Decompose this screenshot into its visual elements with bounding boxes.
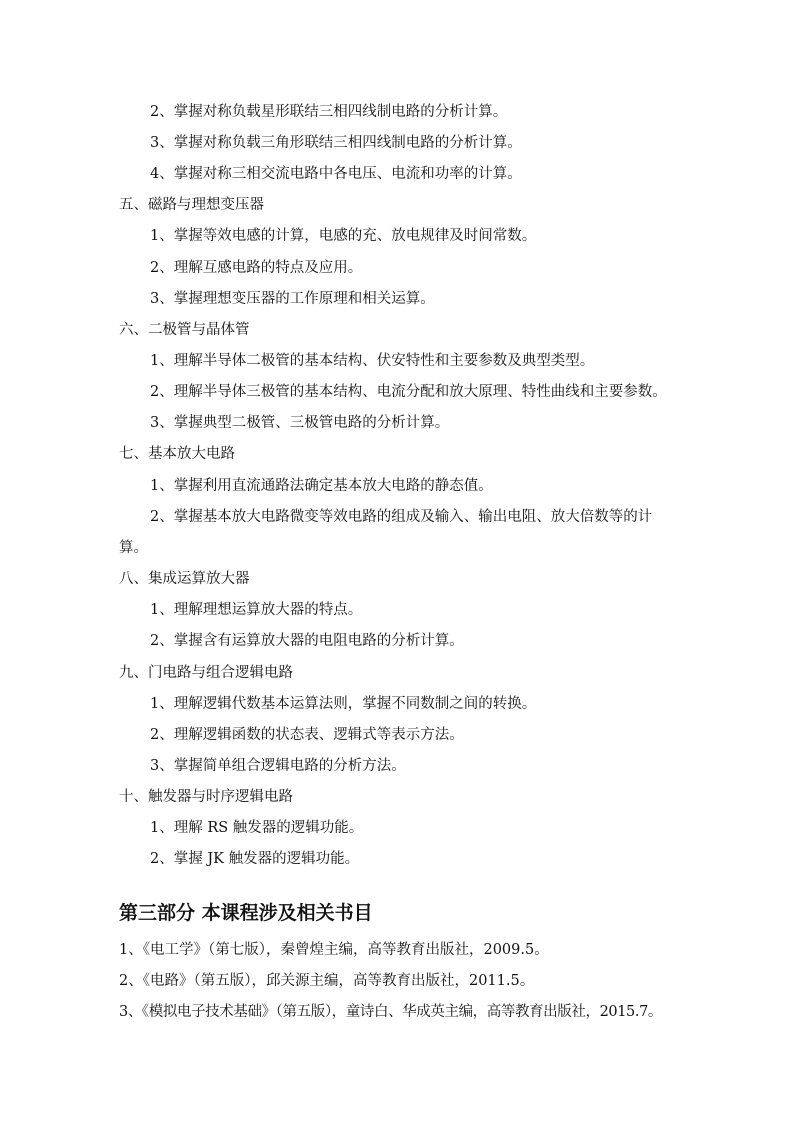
outline-item: 2、掌握基本放大电路微变等效电路的组成及输入、输出电阻、放大倍数等的计 [150, 509, 653, 525]
outline-item: 1、理解 RS 触发器的逻辑功能。 [150, 820, 364, 836]
outline-heading: 七、基本放大电路 [119, 446, 235, 462]
book-reference: 3、《模拟电子技术基础》（第五版），童诗白、华成英主编，高等教育出版社，2015.7。 [119, 1004, 663, 1020]
outline-item: 1、理解理想运算放大器的特点。 [150, 602, 363, 618]
outline-item: 2、理解互感电路的特点及应用。 [150, 260, 363, 276]
book-reference: 1、《电工学》（第七版），秦曾煌主编，高等教育出版社，2009.5。 [119, 942, 549, 958]
outline-item: 1、掌握等效电感的计算，电感的充、放电规律及时间常数。 [150, 228, 537, 244]
outline-item: 2、掌握含有运算放大器的电阻电路的分析计算。 [150, 633, 464, 649]
outline-item: 3、掌握简单组合逻辑电路的分析方法。 [150, 758, 406, 774]
outline-heading: 六、二极管与晶体管 [119, 322, 250, 338]
outline-heading: 十、触发器与时序逻辑电路 [119, 789, 293, 805]
outline-item: 3、掌握理想变压器的工作原理和相关运算。 [150, 291, 435, 307]
outline-item: 3、掌握典型二极管、三极管电路的分析计算。 [150, 415, 450, 431]
outline-item: 1、理解半导体二极管的基本结构、伏安特性和主要参数及典型类型。 [150, 353, 595, 369]
section-title: 第三部分 本课程涉及相关书目 [119, 902, 373, 924]
outline-item: 4、掌握对称三相交流电路中各电压、电流和功率的计算。 [150, 166, 522, 182]
outline-item: 2、理解半导体三极管的基本结构、电流分配和放大原理、特性曲线和主要参数。 [150, 384, 667, 400]
outline-item: 3、掌握对称负载三角形联结三相四线制电路的分析计算。 [150, 135, 522, 151]
outline-item: 1、理解逻辑代数基本运算法则，掌握不同数制之间的转换。 [150, 696, 537, 712]
outline-heading: 八、集成运算放大器 [119, 571, 250, 587]
outline-heading: 五、磁路与理想变压器 [119, 197, 264, 213]
outline-heading: 九、门电路与组合逻辑电路 [119, 665, 293, 681]
outline-item: 2、理解逻辑函数的状态表、逻辑式等表示方法。 [150, 727, 464, 743]
outline-item: 2、掌握 JK 触发器的逻辑功能。 [150, 851, 360, 867]
book-reference: 2、《电路》（第五版），邱关源主编，高等教育出版社，2011.5。 [119, 973, 535, 989]
outline-item: 1、掌握利用直流通路法确定基本放大电路的静态值。 [150, 478, 493, 494]
outline-item: 2、掌握对称负载星形联结三相四线制电路的分析计算。 [150, 104, 508, 120]
outline-item-continuation: 算。 [119, 540, 148, 556]
